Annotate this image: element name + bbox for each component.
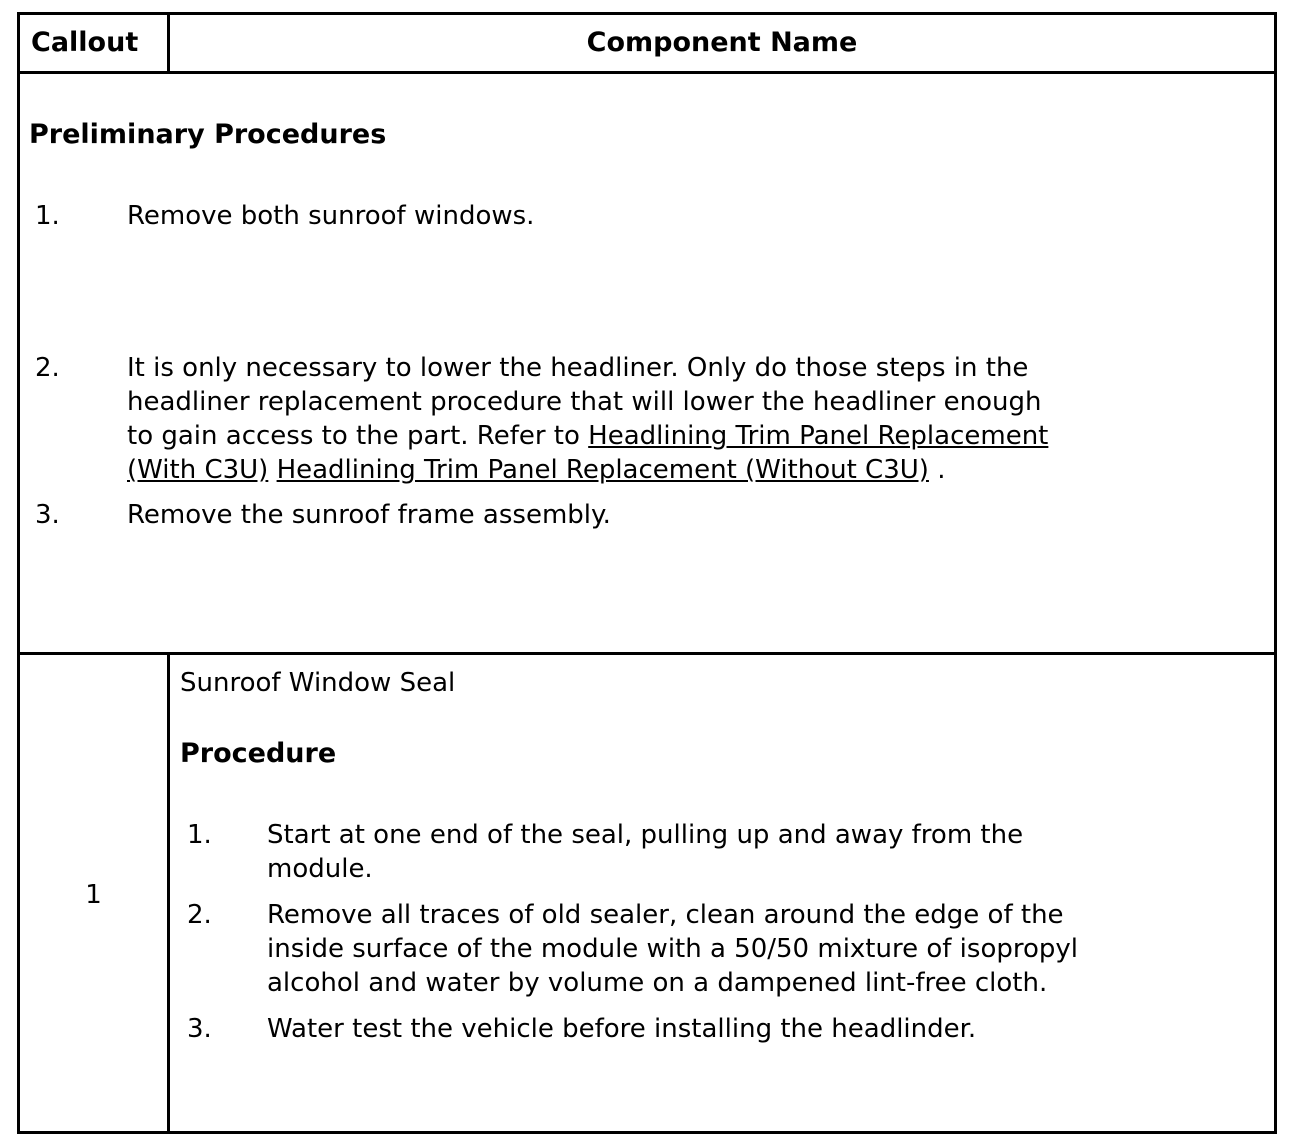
step-text: Water test the vehicle before installing the headlinder.: [267, 1014, 977, 1044]
step-text-line: to gain access to the part. Refer to: [127, 421, 589, 451]
step-text-line: It is only necessary to lower the headliner. Only do those steps in the: [127, 353, 1029, 383]
step-text-line: module.: [267, 854, 373, 884]
step-number: 3.: [187, 1014, 212, 1044]
step-text: Remove the sunroof frame assembly.: [127, 500, 611, 530]
table-row: [20, 652, 1274, 1131]
step-text: Remove both sunroof windows.: [127, 201, 535, 231]
callout-cell: [20, 652, 170, 1131]
step-text-line: headliner replacement procedure that will lower the headliner enough: [127, 387, 1042, 417]
step-text-line: inside surface of the module with a 50/50 mixture of isopropyl: [267, 934, 1079, 964]
step-text-line: Remove all traces of old sealer, clean around the edge of the: [267, 900, 1064, 930]
step-number: 1.: [35, 201, 60, 231]
headlining-without-c3u-link[interactable]: Headlining Trim Panel Replacement (Without C3U): [276, 455, 929, 485]
step-text-line: Start at one end of the seal, pulling up and away from the: [267, 820, 1024, 850]
procedure-title: Procedure: [180, 738, 337, 769]
table-header-row: [20, 15, 1274, 74]
preliminary-procedures-title: Preliminary Procedures: [29, 119, 387, 150]
step-text-tail: .: [928, 455, 946, 485]
step-number: 2.: [187, 900, 212, 930]
preliminary-procedures-section: [20, 71, 1274, 655]
step-text-line: alcohol and water by volume on a dampened lint-free cloth.: [267, 968, 1048, 998]
step-number: 1.: [187, 820, 212, 850]
component-cell: [170, 652, 1274, 1131]
step-number: 3.: [35, 500, 60, 530]
callout-number: 1: [85, 880, 102, 910]
component-name-column-header: Component Name: [586, 27, 858, 58]
step-number: 2.: [35, 353, 60, 383]
component-name: Sunroof Window Seal: [180, 668, 456, 698]
callout-column-header: Callout: [20, 15, 170, 71]
procedure-table: [17, 12, 1277, 1134]
headlining-with-c3u-link[interactable]: Headlining Trim Panel Replacement: [588, 421, 1049, 451]
headlining-with-c3u-link-cont[interactable]: (With C3U): [127, 455, 269, 485]
